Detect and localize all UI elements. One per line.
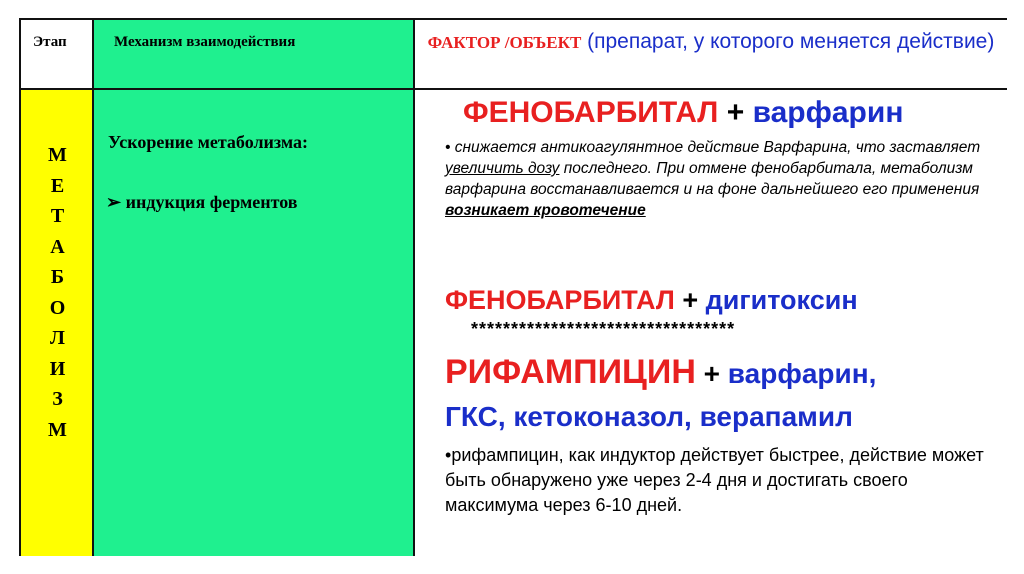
target-drug: дигитоксин	[705, 285, 858, 315]
header-factor-cell	[415, 20, 1007, 90]
header-stage: Этап	[33, 34, 67, 50]
stage-letter: Е	[50, 174, 65, 197]
pair-rifampicin-warfarin	[445, 352, 876, 394]
mechanism-item	[106, 192, 297, 213]
drug-name: ФЕНОБАРБИТАЛ	[445, 285, 675, 315]
stage-letter: Б	[50, 266, 65, 288]
target-drug: варфарин,	[727, 358, 877, 389]
arrow-bullet-icon: ➢	[106, 192, 122, 212]
target-drug-list: ГКС, кетоконазол, верапамил	[445, 401, 853, 432]
note-text: рифампицин, как индуктор действует быстрее, действие может быть обнаружено уже через 2-4 дня и достигать своего максимума через 6-10 дней.	[445, 445, 984, 515]
header-factor-bold: ФАКТОР /ОБЪЕКТ	[427, 33, 582, 52]
pair-phenobarbital-warfarin	[463, 96, 903, 130]
separator-stars: *********************************	[471, 319, 736, 339]
header-mechanism: Механизм взаимодействия	[114, 34, 296, 50]
stage-letter: З	[52, 388, 63, 410]
header-factor	[415, 28, 1007, 57]
stage-letter: О	[49, 296, 66, 319]
stage-letter: Л	[50, 327, 65, 349]
stage-letter: М	[48, 144, 67, 166]
mechanism-title: Ускорение метаболизма:	[108, 132, 309, 152]
header-mechanism-cell	[94, 20, 415, 90]
header-stage-cell	[21, 20, 94, 90]
stage-cell	[21, 90, 94, 556]
drug-name: РИФАМПИЦИН	[445, 353, 696, 391]
note-text: снижается антикоагулянтное действие Варфарина, что заставляет	[450, 139, 981, 156]
interaction-table	[19, 18, 1007, 556]
bullet-icon: •	[445, 445, 452, 465]
note-phenobarbital-warfarin	[445, 137, 995, 221]
plus-sign: +	[695, 358, 728, 389]
note-bold-underlined: возникает кровотечение	[445, 202, 646, 219]
target-drug: варфарин	[752, 96, 904, 129]
stage-vertical-label	[21, 140, 94, 445]
bullet-icon: •	[445, 139, 451, 156]
stage-letter: М	[48, 418, 67, 441]
plus-sign: +	[718, 96, 753, 129]
drug-name: ФЕНОБАРБИТАЛ	[463, 96, 719, 129]
note-text: последнего. При отмене фенобарбитала, метаболизм варфарина восстанавливается и на фоне дальнейшего его применения	[445, 160, 980, 198]
factor-cell	[415, 90, 1007, 556]
stage-letter: И	[49, 357, 66, 380]
pair-phenobarbital-digitoxin	[445, 285, 858, 316]
stage-letter: Т	[50, 205, 65, 227]
mechanism-item-text: индукция ферментов	[125, 192, 298, 212]
mechanism-cell	[94, 90, 415, 556]
note-underlined: увеличить дозу	[445, 160, 560, 177]
stage-letter: А	[50, 235, 65, 258]
header-factor-rest: (препарат, у которого меняется действие)	[581, 30, 995, 53]
note-rifampicin	[445, 443, 995, 518]
plus-sign: +	[674, 285, 706, 315]
